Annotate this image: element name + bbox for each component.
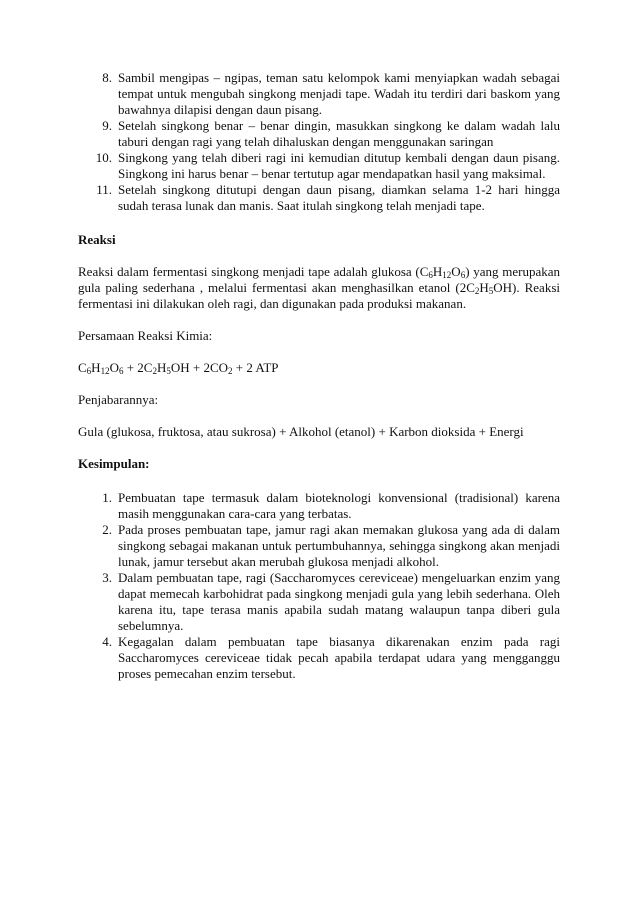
- list-text: Sambil mengipas – ngipas, teman satu kelompok kami menyiapkan wadah sebagai tempat untuk mengubah singkong menjadi tape. Wadah itu terdiri dari baskom yang bawahnya dilapisi dengan daun pisang.: [118, 70, 560, 117]
- list-number: 9.: [102, 118, 112, 133]
- list-text: Pembuatan tape termasuk dalam bioteknologi konvensional (tradisional) karena masih menggunakan cara-cara yang terbatas.: [118, 490, 560, 521]
- list-item: [78, 634, 560, 682]
- list-number: 2.: [102, 522, 112, 537]
- persamaan-label: Persamaan Reaksi Kimia:: [78, 328, 213, 343]
- list-text: Dalam pembuatan tape, ragi (Saccharomyces cereviceae) mengeluarkan enzim yang dapat memecah karbohidrat pada singkong menjadi gula yang lebih sederhana. Oleh karena itu, tape terasa manis apabila sudah matang walaupun tanpa diberi gula sebelumnya.: [118, 570, 560, 633]
- list-number: 1.: [102, 490, 112, 505]
- section-heading-kesimpulan: Kesimpulan:: [78, 456, 150, 471]
- list-text: Setelah singkong ditutupi dengan daun pisang, diamkan selama 1-2 hari hingga sudah terasa lunak dan manis. Saat itulah singkong telah menjadi tape.: [118, 182, 560, 213]
- list-item: [78, 182, 560, 214]
- penjabaran-text: Gula (glukosa, fruktosa, atau sukrosa) + Alkohol (etanol) + Karbon dioksida + Energi: [78, 424, 524, 439]
- list-text: Setelah singkong benar – benar dingin, masukkan singkong ke dalam wadah lalu taburi dengan ragi yang telah dihaluskan dengan menggunakan saringan: [118, 118, 560, 149]
- list-text: Pada proses pembuatan tape, jamur ragi akan memakan glukosa yang ada di dalam singkong sebagai makanan untuk pertumbuhannya, sehingga singkong akan menjadi lunak, jamur tersebut akan merubah glukosa menjadi alkohol.: [118, 522, 560, 569]
- list-item: [78, 490, 560, 522]
- kesimpulan-list: [78, 490, 560, 682]
- list-text: Kegagalan dalam pembuatan tape biasanya dikarenakan enzim pada ragi Saccharomyces cereviceae tidak pecah apabila terdapat udara yang mengganggu proses pemecahan enzim tersebut.: [118, 634, 560, 681]
- chemical-equation: $C_6H_{12}O_6 + 2C_2H_5OH + 2CO_2 + 2$ ATP: [78, 360, 279, 376]
- list-item: [78, 570, 560, 634]
- list-item: [78, 118, 560, 150]
- reaksi-paragraph: Reaksi dalam fermentasi singkong menjadi tape adalah glukosa $(C_6H_{12}O_6)$ yang merupakan gula paling sederhana , melalui fermentasi akan menghasilkan etanol $(2C_2H_5OH)$. Reaksi fermentasi ini dilakukan oleh ragi, dan digunakan pada produksi makanan.: [78, 264, 560, 311]
- list-number: 8.: [102, 70, 112, 85]
- list-number: 11.: [96, 182, 112, 197]
- list-number: 3.: [102, 570, 112, 585]
- list-item: [78, 150, 560, 182]
- list-number: 4.: [102, 634, 112, 649]
- list-item: [78, 522, 560, 570]
- list-item: [78, 70, 560, 118]
- steps-list: [78, 70, 560, 214]
- list-number: 10.: [95, 150, 112, 165]
- penjabaran-label: Penjabarannya:: [78, 392, 159, 407]
- list-text: Singkong yang telah diberi ragi ini kemudian ditutup kembali dengan daun pisang. Singkong ini harus benar – benar tertutup agar mendapatkan hasil yang maksimal.: [118, 150, 560, 181]
- section-heading-reaksi: Reaksi: [78, 232, 116, 247]
